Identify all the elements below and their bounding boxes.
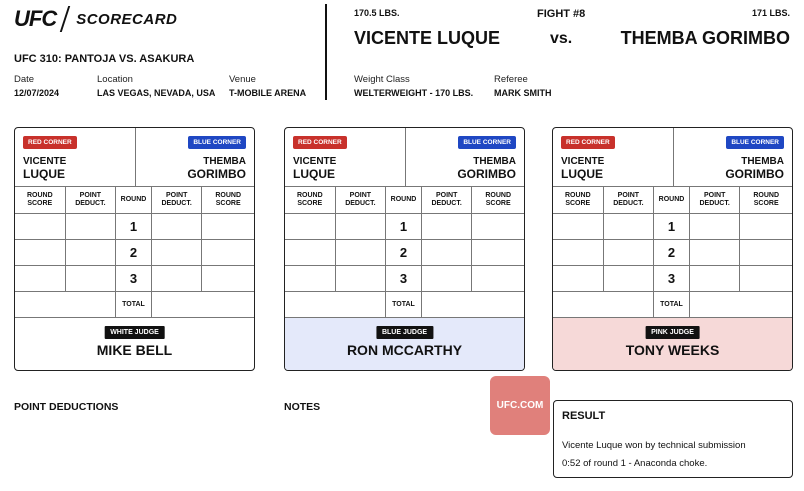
location-value: LAS VEGAS, NEVADA, USA xyxy=(97,88,216,98)
col-blue-round-score: ROUND SCORE xyxy=(753,192,780,207)
round-number: 1 xyxy=(116,214,152,239)
blue-total-cell[interactable] xyxy=(422,292,524,317)
blue-point-deduct-cell[interactable] xyxy=(422,240,473,265)
red-first-name: VICENTE xyxy=(23,156,67,167)
col-red-round-score: ROUND SCORE xyxy=(15,187,66,213)
red-total-cell[interactable] xyxy=(15,292,116,317)
red-corner-badge: RED CORNER xyxy=(561,136,615,149)
score-grid-header xyxy=(15,187,254,214)
red-point-deduct-cell[interactable] xyxy=(336,240,387,265)
event-name: UFC 310: PANTOJA VS. ASAKURA xyxy=(14,53,195,65)
date-value: 12/07/2024 xyxy=(14,88,60,98)
blue-round-score-cell[interactable] xyxy=(740,214,792,239)
corner-divider xyxy=(673,128,674,187)
blue-round-score-cell[interactable] xyxy=(202,240,254,265)
result-title: RESULT xyxy=(562,410,606,422)
total-label: TOTAL xyxy=(116,292,152,317)
blue-total-cell[interactable] xyxy=(690,292,792,317)
blue-round-score-cell[interactable] xyxy=(472,240,524,265)
red-round-score-cell[interactable] xyxy=(285,214,336,239)
round-number: 2 xyxy=(386,240,422,265)
red-total-cell[interactable] xyxy=(285,292,386,317)
red-round-score-cell[interactable] xyxy=(15,266,66,291)
blue-point-deduct-cell[interactable] xyxy=(152,266,203,291)
red-fighter-weight: 170.5 LBS. xyxy=(354,8,400,18)
scorecard-blue-judge xyxy=(284,127,525,371)
col-blue-point-deduct: POINT DEDUCT. xyxy=(152,187,203,213)
red-point-deduct-cell[interactable] xyxy=(66,240,117,265)
logo-divider xyxy=(60,6,70,32)
result-line-1: Vicente Luque won by technical submission xyxy=(562,440,746,451)
red-round-score-cell[interactable] xyxy=(553,240,604,265)
blue-corner-fighter xyxy=(725,155,784,181)
weight-class-value: WELTERWEIGHT - 170 LBS. xyxy=(354,88,474,98)
round-number: 3 xyxy=(116,266,152,291)
total-row xyxy=(285,292,524,318)
red-last-name: LUQUE xyxy=(23,167,65,181)
venue-value: T-MOBILE ARENA xyxy=(229,88,307,98)
ufc-logo xyxy=(14,6,177,32)
referee-label: Referee xyxy=(494,74,528,85)
scorecard-white-judge xyxy=(14,127,255,371)
round-row xyxy=(15,214,254,240)
total-label: TOTAL xyxy=(654,292,690,317)
red-fighter-name: VICENTE LUQUE xyxy=(354,28,501,48)
blue-round-score-cell[interactable] xyxy=(740,240,792,265)
col-blue-round-score: ROUND SCORE xyxy=(215,192,242,207)
round-number: 2 xyxy=(654,240,690,265)
blue-point-deduct-cell[interactable] xyxy=(422,266,473,291)
header-divider xyxy=(325,4,327,100)
col-round: ROUND xyxy=(386,187,422,213)
blue-point-deduct-cell[interactable] xyxy=(152,240,203,265)
blue-last-name: GORIMBO xyxy=(187,167,246,181)
judge-section xyxy=(553,318,792,371)
red-round-score-cell[interactable] xyxy=(553,214,604,239)
score-grid xyxy=(553,187,792,318)
blue-round-score-cell[interactable] xyxy=(740,266,792,291)
weight-class-label: Weight Class xyxy=(354,74,410,85)
corner-header xyxy=(553,128,792,187)
col-red-point-deduct: POINT DEDUCT. xyxy=(336,187,387,213)
score-grid xyxy=(15,187,254,318)
red-corner-fighter xyxy=(561,155,604,181)
col-blue-round-score: ROUND SCORE xyxy=(485,192,512,207)
red-total-cell[interactable] xyxy=(553,292,654,317)
col-red-round-score: ROUND SCORE xyxy=(553,187,604,213)
scorecard-pink-judge xyxy=(552,127,793,371)
blue-last-name: GORIMBO xyxy=(457,167,516,181)
round-number: 2 xyxy=(116,240,152,265)
red-round-score-cell[interactable] xyxy=(15,214,66,239)
red-last-name: LUQUE xyxy=(293,167,335,181)
round-row xyxy=(15,266,254,292)
blue-corner-badge: BLUE CORNER xyxy=(188,136,246,149)
red-point-deduct-cell[interactable] xyxy=(604,266,655,291)
red-round-score-cell[interactable] xyxy=(553,266,604,291)
total-row xyxy=(15,292,254,318)
col-red-point-deduct: POINT DEDUCT. xyxy=(604,187,655,213)
round-row xyxy=(553,266,792,292)
score-grid-header xyxy=(285,187,524,214)
col-blue-point-deduct: POINT DEDUCT. xyxy=(690,187,741,213)
col-round: ROUND xyxy=(116,187,152,213)
versus-label: vs. xyxy=(550,30,573,47)
fight-number: FIGHT #8 xyxy=(537,8,586,20)
blue-first-name: THEMBA xyxy=(741,156,784,167)
blue-round-score-cell[interactable] xyxy=(202,266,254,291)
round-number: 1 xyxy=(654,214,690,239)
blue-first-name: THEMBA xyxy=(203,156,246,167)
point-deductions-heading: POINT DEDUCTIONS xyxy=(14,401,119,413)
venue-label: Venue xyxy=(229,74,256,85)
blue-first-name: THEMBA xyxy=(473,156,516,167)
red-round-score-cell[interactable] xyxy=(15,240,66,265)
score-grid xyxy=(285,187,524,318)
judge-badge: PINK JUDGE xyxy=(645,326,700,339)
judge-name: MIKE BELL xyxy=(96,342,173,358)
blue-round-score-cell[interactable] xyxy=(202,214,254,239)
page-title: SCORECARD xyxy=(76,10,178,28)
blue-corner-badge: BLUE CORNER xyxy=(726,136,784,149)
blue-point-deduct-cell[interactable] xyxy=(152,214,203,239)
col-red-round-score: ROUND SCORE xyxy=(285,187,336,213)
corner-divider xyxy=(135,128,136,187)
red-point-deduct-cell[interactable] xyxy=(604,240,655,265)
total-row xyxy=(553,292,792,318)
blue-point-deduct-cell[interactable] xyxy=(690,214,741,239)
red-round-score-cell[interactable] xyxy=(285,240,336,265)
round-row xyxy=(15,240,254,266)
blue-corner-badge: BLUE CORNER xyxy=(458,136,516,149)
round-row xyxy=(553,214,792,240)
red-corner-badge: RED CORNER xyxy=(23,136,77,149)
result-text xyxy=(562,437,746,473)
blue-point-deduct-cell[interactable] xyxy=(422,214,473,239)
referee-value: MARK SMITH xyxy=(494,88,552,98)
red-point-deduct-cell[interactable] xyxy=(604,214,655,239)
col-round: ROUND xyxy=(654,187,690,213)
round-number: 3 xyxy=(654,266,690,291)
location-label: Location xyxy=(97,74,133,85)
col-blue-point-deduct: POINT DEDUCT. xyxy=(422,187,473,213)
round-row xyxy=(553,240,792,266)
round-row xyxy=(285,214,524,240)
red-first-name: VICENTE xyxy=(293,156,337,167)
blue-total-cell[interactable] xyxy=(152,292,254,317)
blue-round-score-cell[interactable] xyxy=(472,266,524,291)
judge-badge: WHITE JUDGE xyxy=(104,326,165,339)
blue-point-deduct-cell[interactable] xyxy=(690,266,741,291)
red-first-name: VICENTE xyxy=(561,156,605,167)
judge-badge: BLUE JUDGE xyxy=(376,326,433,339)
red-corner-badge: RED CORNER xyxy=(293,136,347,149)
round-row xyxy=(285,240,524,266)
blue-last-name: GORIMBO xyxy=(725,167,784,181)
result-box xyxy=(553,400,793,478)
red-corner-fighter xyxy=(23,155,66,181)
red-point-deduct-cell[interactable] xyxy=(66,214,117,239)
ufc-logo-text: UFC xyxy=(14,6,57,31)
red-corner-fighter xyxy=(293,155,336,181)
corner-header xyxy=(285,128,524,187)
blue-fighter-weight: 171 LBS. xyxy=(751,8,790,18)
judge-section xyxy=(15,318,254,371)
blue-corner-fighter xyxy=(187,155,246,181)
blue-point-deduct-cell[interactable] xyxy=(690,240,741,265)
judge-section xyxy=(285,318,524,371)
red-round-score-cell[interactable] xyxy=(285,266,336,291)
red-point-deduct-cell[interactable] xyxy=(336,214,387,239)
round-row xyxy=(285,266,524,292)
date-label: Date xyxy=(14,74,35,85)
round-number: 1 xyxy=(386,214,422,239)
notes-heading: NOTES xyxy=(284,401,321,413)
blue-corner-fighter xyxy=(457,155,516,181)
judge-name: TONY WEEKS xyxy=(625,342,720,358)
corner-header xyxy=(15,128,254,187)
corner-divider xyxy=(405,128,406,187)
result-line-2: 0:52 of round 1 - Anaconda choke. xyxy=(562,458,708,469)
red-point-deduct-cell[interactable] xyxy=(66,266,117,291)
red-last-name: LUQUE xyxy=(561,167,603,181)
blue-round-score-cell[interactable] xyxy=(472,214,524,239)
blue-fighter-name: THEMBA GORIMBO xyxy=(620,28,790,48)
judge-name: RON MCCARTHY xyxy=(346,342,463,358)
ufc-com-badge[interactable]: UFC.COM xyxy=(490,376,550,435)
col-red-point-deduct: POINT DEDUCT. xyxy=(66,187,117,213)
total-label: TOTAL xyxy=(386,292,422,317)
red-point-deduct-cell[interactable] xyxy=(336,266,387,291)
score-grid-header xyxy=(553,187,792,214)
round-number: 3 xyxy=(386,266,422,291)
